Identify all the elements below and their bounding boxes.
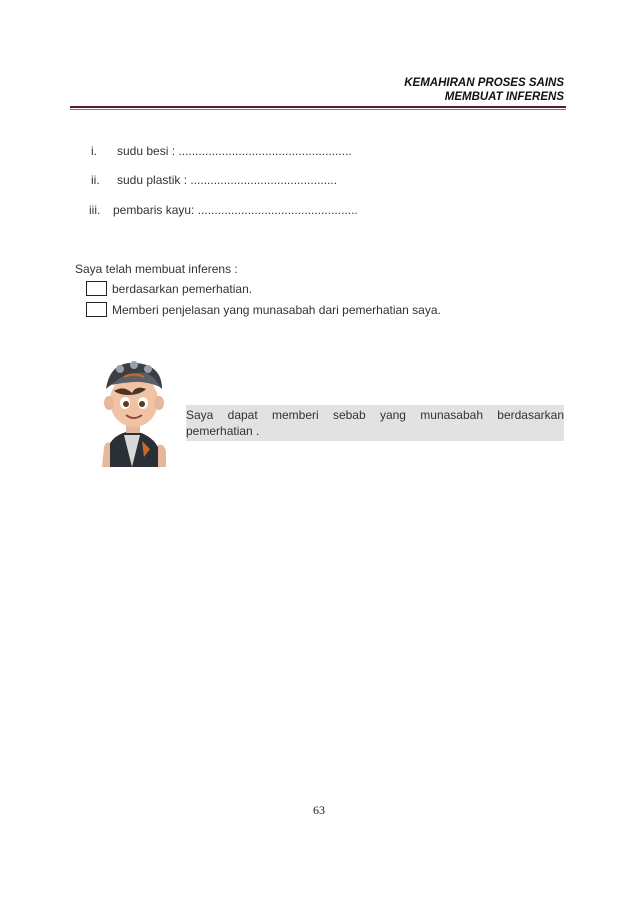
question-text: sudu plastik : ............................................ xyxy=(117,173,338,187)
option-label: Memberi penjelasan yang munasabah dari pemerhatian saya. xyxy=(112,303,441,317)
page-number: 63 xyxy=(313,803,325,817)
cartoon-boy-icon xyxy=(84,355,182,467)
option-checkbox[interactable] xyxy=(86,302,107,317)
question-number: i. xyxy=(91,144,97,158)
section-header xyxy=(404,76,564,104)
header-title: KEMAHIRAN PROSES SAINS xyxy=(404,77,564,89)
speech-bubble xyxy=(186,405,564,441)
option-label: berdasarkan pemerhatian. xyxy=(112,282,253,296)
header-rule xyxy=(70,106,566,108)
header-subtitle: MEMBUAT INFERENS xyxy=(444,91,564,103)
question-number: ii. xyxy=(91,173,100,187)
question-text: pembaris kayu: ................................................ xyxy=(113,203,358,217)
question-number: iii. xyxy=(89,203,101,217)
question-text: sudu besi : .................................................... xyxy=(117,144,352,158)
option-checkbox[interactable] xyxy=(86,281,107,296)
header-rule-thin xyxy=(70,109,566,110)
speech-text: Saya dapat memberi sebab yang munasabah berdasarkan pemerhatian . xyxy=(186,408,564,438)
intro-text: Saya telah membuat inferens : xyxy=(75,262,238,276)
